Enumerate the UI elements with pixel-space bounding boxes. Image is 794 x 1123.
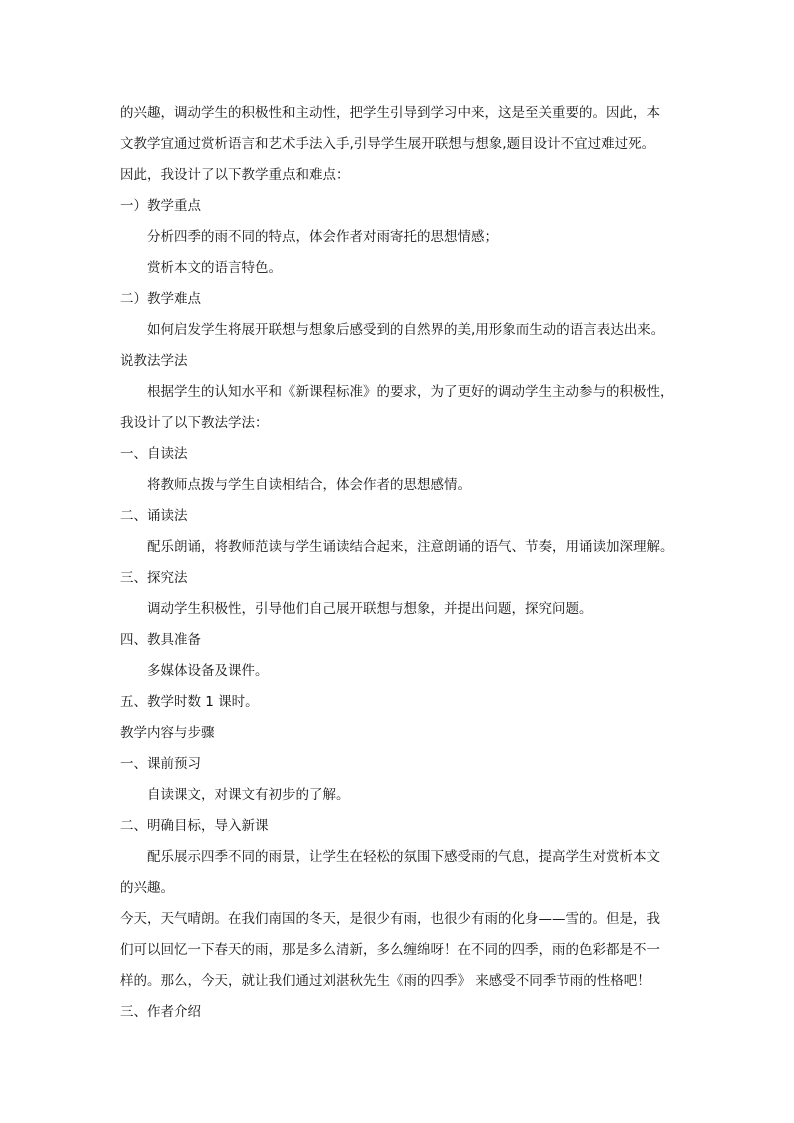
section-heading: 教学内容与步骤	[120, 725, 215, 741]
section-heading: 四、教具准备	[120, 632, 201, 648]
section-heading: 三、作者介绍	[120, 1004, 201, 1020]
section-heading: 说教法学法	[120, 353, 188, 369]
paragraph-line: 将教师点拨与学生自读相结合，体会作者的思想感情。	[147, 477, 471, 493]
section-heading: 一）教学重点	[120, 198, 201, 214]
section-heading: 一、课前预习	[120, 756, 201, 772]
paragraph-line: 配乐展示四季不同的雨景，让学生在轻松的氛围下感受雨的气息，提高学生对赏析本文	[147, 849, 660, 865]
paragraph-line: 赏析本文的语言特色。	[147, 260, 282, 276]
paragraph-line: 调动学生积极性，引导他们自己展开联想与想象，并提出问题，探究问题。	[147, 601, 593, 617]
paragraph-line: 自读课文，对课文有初步的了解。	[147, 787, 350, 803]
paragraph-line: 的兴趣，调动学生的积极性和主动性，把学生引导到学习中来，这是至关重要的。因此，本	[120, 105, 660, 121]
paragraph-line: 文教学宜通过赏析语言和艺术手法入手,引导学生展开联想与想象,题目设计不宜过难过死。	[120, 136, 656, 152]
section-heading: 五、教学时数 1 课时。	[120, 694, 259, 710]
paragraph-line: 根据学生的认知水平和《新课程标准》的要求，为了更好的调动学生主动参与的积极性，	[147, 384, 674, 400]
paragraph-line: 多媒体设备及课件。	[147, 663, 269, 679]
paragraph-line: 样的。那么，今天，就让我们通过刘湛秋先生《雨的四季》 来感受不同季节雨的性格吧！	[120, 973, 651, 989]
paragraph-line: 今天，天气晴朗。在我们南国的冬天，是很少有雨，也很少有雨的化身——雪的。但是，我	[120, 911, 660, 927]
paragraph-line: 的兴趣。	[120, 880, 174, 896]
section-heading: 二、明确目标，导入新课	[120, 818, 269, 834]
section-heading: 二、诵读法	[120, 508, 188, 524]
section-heading: 二）教学难点	[120, 291, 201, 307]
paragraph-line: 们可以回忆一下春天的雨，那是多么清新，多么缠绵呀！在不同的四季，雨的色彩都是不一	[120, 942, 660, 958]
section-heading: 三、探究法	[120, 570, 188, 586]
paragraph-line: 如何启发学生将展开联想与想象后感受到的自然界的美,用形象而生动的语言表达出来。	[147, 322, 665, 338]
section-heading: 一、自读法	[120, 446, 188, 462]
paragraph-line: 分析四季的雨不同的特点，体会作者对雨寄托的思想情感；	[147, 229, 498, 245]
paragraph-line: 我设计了以下教法学法：	[120, 415, 269, 431]
paragraph-line: 配乐朗诵，将教师范读与学生诵读结合起来，注意朗诵的语气、节奏，用诵读加深理解。	[147, 539, 674, 555]
paragraph-line: 因此，我设计了以下教学重点和难点：	[120, 167, 350, 183]
